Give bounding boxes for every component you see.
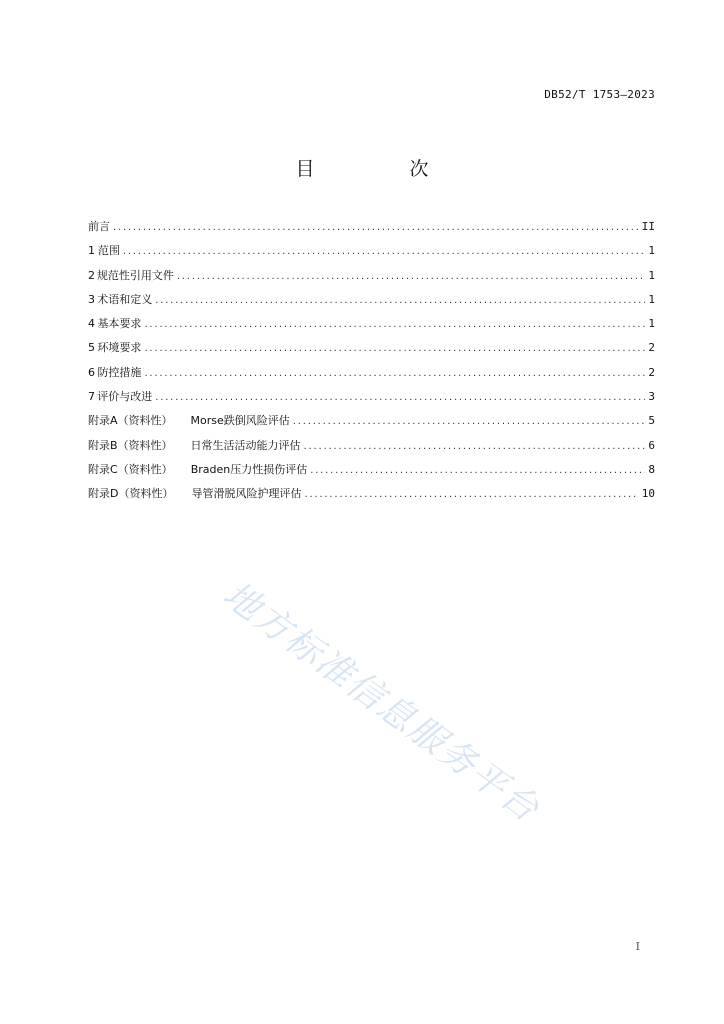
toc-entry[interactable]	[88, 388, 655, 412]
toc-entry-page-number: 1	[648, 292, 655, 306]
toc-entry-page-number: 6	[648, 438, 655, 452]
toc-entry-label: 术语和定义	[97, 292, 153, 306]
table-of-contents	[88, 218, 655, 510]
toc-entry-appendix-title: Braden压力性损伤评估	[190, 462, 308, 476]
toc-entry-page-number: II	[641, 220, 655, 233]
toc-entry[interactable]	[88, 485, 655, 509]
toc-entry-leader-dots	[155, 392, 645, 403]
toc-entry-label: 范围	[97, 244, 120, 258]
toc-entry-page-number: 2	[648, 365, 655, 379]
toc-entry[interactable]	[88, 218, 655, 242]
toc-entry-number: 2	[88, 268, 95, 282]
toc-entry[interactable]	[88, 437, 655, 461]
toc-entry-label: 附录A（资料性）	[88, 414, 173, 428]
toc-entry-number: 7	[88, 390, 95, 404]
toc-entry-page-number: 1	[648, 268, 655, 282]
toc-entry-leader-dots	[113, 222, 639, 233]
page-number: I	[635, 940, 640, 953]
toc-entry[interactable]	[88, 267, 655, 291]
toc-entry-page-number: 1	[648, 244, 655, 258]
toc-entry-page-number: 3	[648, 390, 655, 404]
toc-entry-appendix-title: 日常生活活动能力评估	[190, 438, 301, 452]
toc-entry[interactable]	[88, 315, 655, 339]
toc-entry[interactable]	[88, 339, 655, 363]
toc-entry-leader-dots	[293, 416, 646, 427]
toc-entry-number: 4	[88, 317, 95, 331]
toc-entry-page-number: 10	[641, 487, 655, 501]
toc-entry-leader-dots	[144, 319, 645, 330]
toc-entry-page-number: 5	[648, 414, 655, 428]
toc-entry-label: 附录D（资料性）	[88, 487, 174, 501]
toc-entry-leader-dots	[304, 441, 646, 452]
toc-entry-leader-dots	[123, 246, 646, 257]
toc-entry-number: 1	[88, 244, 95, 258]
toc-entry-label: 前言	[88, 220, 110, 233]
toc-entry[interactable]	[88, 412, 655, 436]
toc-entry[interactable]	[88, 242, 655, 266]
toc-entry-page-number: 8	[648, 462, 655, 476]
toc-entry[interactable]	[88, 364, 655, 388]
toc-entry-number: 5	[88, 341, 95, 355]
toc-entry-leader-dots	[155, 295, 645, 306]
toc-entry-appendix-title: Morse跌倒风险评估	[190, 414, 290, 428]
toc-entry-appendix-title: 导管滑脱风险护理评估	[191, 487, 302, 501]
toc-entry-label: 附录B（资料性）	[88, 438, 173, 452]
toc-entry-number: 6	[88, 365, 95, 379]
toc-entry-number: 3	[88, 292, 95, 306]
toc-entry[interactable]	[88, 291, 655, 315]
toc-entry-page-number: 2	[648, 341, 655, 355]
toc-entry-label: 防控措施	[97, 365, 142, 379]
toc-entry-label: 基本要求	[97, 317, 142, 331]
toc-entry-leader-dots	[144, 343, 645, 354]
toc-entry-leader-dots	[304, 489, 638, 500]
toc-entry-leader-dots	[177, 271, 646, 282]
toc-entry-label: 评价与改进	[97, 390, 153, 404]
toc-entry-leader-dots	[310, 465, 645, 476]
toc-entry-label: 附录C（资料性）	[88, 462, 173, 476]
toc-entry-leader-dots	[144, 368, 645, 379]
toc-entry-label: 环境要求	[97, 341, 142, 355]
toc-entry-page-number: 1	[648, 317, 655, 331]
watermark: 地方标准信息服务平台	[215, 574, 548, 831]
page-title: 目 次	[295, 158, 467, 180]
toc-entry-label: 规范性引用文件	[96, 268, 174, 282]
toc-entry[interactable]	[88, 461, 655, 485]
document-code: DB52/T 1753—2023	[544, 88, 655, 101]
